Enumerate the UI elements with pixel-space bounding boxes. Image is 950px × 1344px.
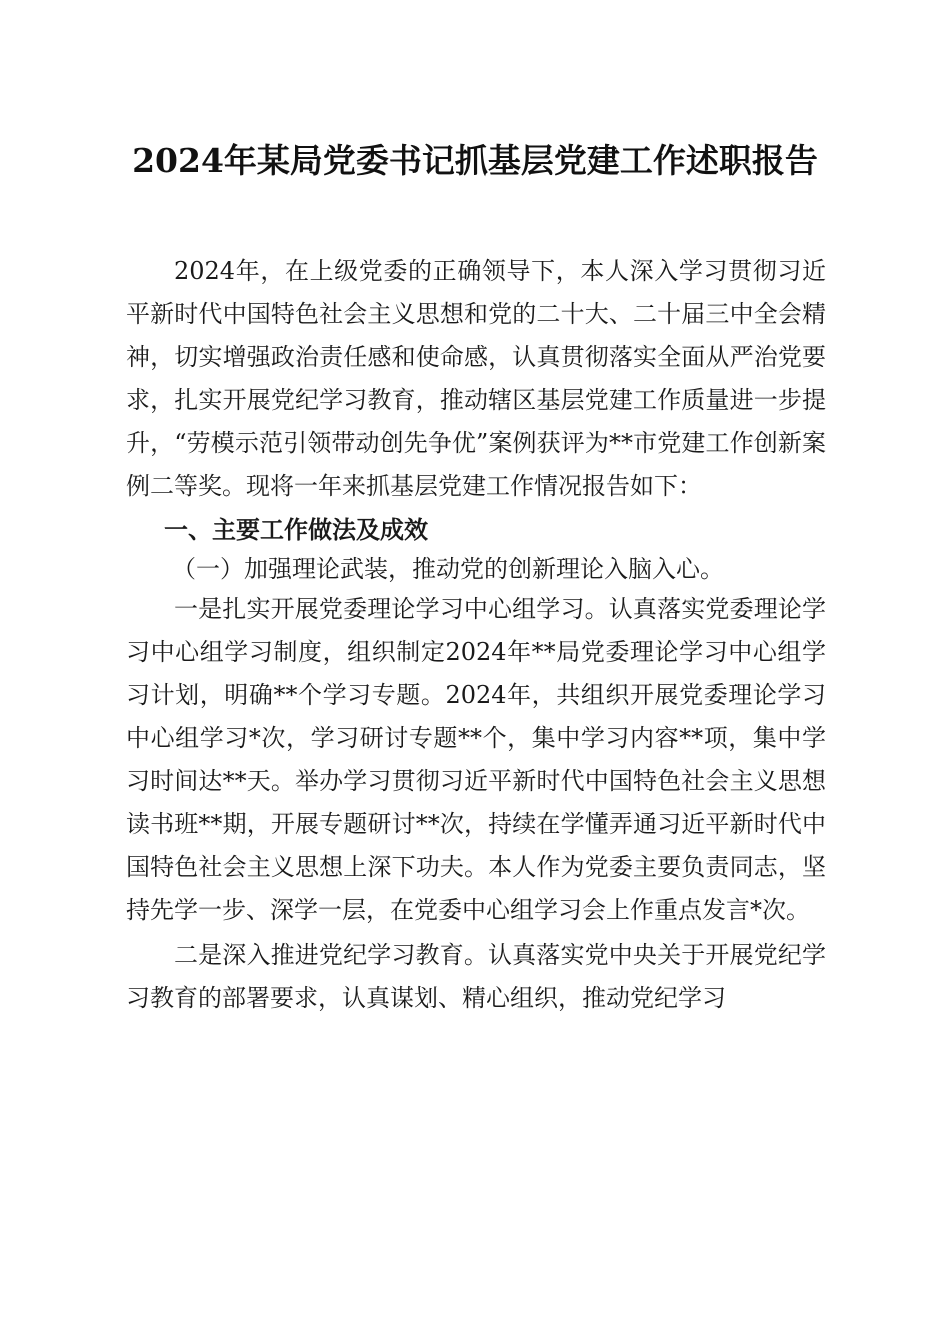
point2-paragraph <box>126 934 826 1020</box>
intro-paragraph: 2024年，在上级党委的正确领导下，本人深入学习贯彻习近平新时代中国特色社会主义思想和党的二十大、二十届三中全会精神，切实增强政治责任感和使命感，认真贯彻落实全面从严治党要求，扎实开展党纪学习教育，推动辖区基层党建工作质量进一步提升，“劳模示范引领带动创先争优”案例获评为**市党建工作创新案例二等奖。现将一年来抓基层党建工作情况报告如下： <box>126 257 826 500</box>
document-title: 2024年某局党委书记抓基层党建工作述职报告 <box>132 141 818 180</box>
point1-paragraph <box>126 588 826 932</box>
point1-lead: 一是扎实开展党委理论学习中心组学习。 <box>174 595 609 623</box>
subsection-heading: （一）加强理论武装，推动党的创新理论入脑入心。 <box>172 555 724 583</box>
point2-lead: 二是深入推进党纪学习教育。 <box>174 941 488 969</box>
section-heading: 一、主要工作做法及成效 <box>164 516 428 544</box>
point1-body: 认真落实党委理论学习中心组学习制度，组织制定2024年**局党委理论学习中心组学习计划，明确**个学习专题。2024年，共组织开展党委理论学习中心组学习*次，学习研讨专题**个，集中学习内容**项，集中学习时间达**天。举办学习贯彻习近平新时代中国特色社会主义思想读书班**期，开展专题研讨**次，持续在学懂弄通习近平新时代中国特色社会主义思想上深下功夫。本人作为党委主要负责同志，坚持先学一步、深学一层，在党委中心组学习会上作重点发言*次。 <box>126 595 827 924</box>
document-body <box>126 250 826 1020</box>
point2-body: 认真落实党中央关于开展党纪学习教育的部署要求，认真谋划、精心组织，推动党纪学习 <box>126 941 826 1012</box>
